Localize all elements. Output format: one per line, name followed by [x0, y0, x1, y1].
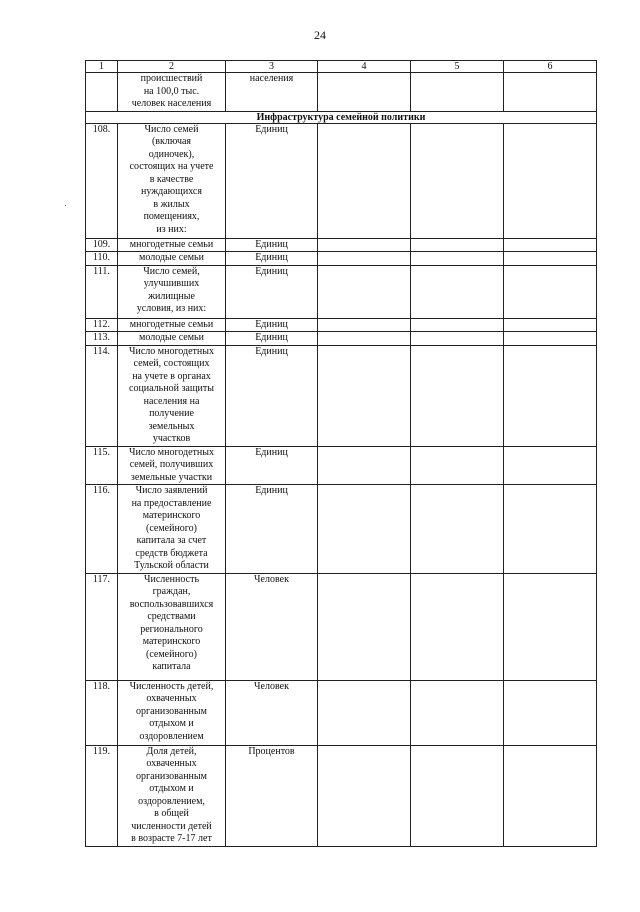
row-indicator: Численность детей, охваченных организованным отдыхом и оздоровлением [118, 680, 226, 745]
table-row [86, 745, 597, 846]
table-row [86, 573, 597, 680]
carryover-num-cell [86, 73, 118, 112]
row-indicator: Число многодетных семей, состоящих на учете в органах социальной защиты населения на получение земельных участков [118, 345, 226, 446]
carryover-unit-cell: населения [226, 73, 318, 112]
empty-cell [504, 265, 597, 318]
empty-cell [504, 680, 597, 745]
table-row [86, 332, 597, 346]
column-header: 5 [411, 61, 504, 73]
row-indicator: многодетные семьи [118, 238, 226, 252]
page-number: 24 [314, 28, 326, 42]
empty-cell [411, 238, 504, 252]
row-number: 116. [86, 485, 118, 574]
empty-cell [504, 123, 597, 238]
row-unit: Единиц [226, 446, 318, 485]
empty-cell [411, 265, 504, 318]
section-title: Инфраструктура семейной политики [86, 111, 597, 123]
empty-cell [411, 745, 504, 846]
row-indicator: Доля детей, охваченных организованным отдыхом и оздоровлением, в общей численности детей в возрасте 7-17 лет [118, 745, 226, 846]
empty-cell [411, 123, 504, 238]
table-row [86, 238, 597, 252]
empty-cell [318, 123, 411, 238]
table-body [86, 61, 597, 847]
empty-cell [504, 345, 597, 446]
row-indicator: Число заявлений на предоставление материнского (семейного) капитала за счет средств бюджета Тульской области [118, 485, 226, 574]
column-header: 2 [118, 61, 226, 73]
row-unit: Человек [226, 573, 318, 680]
column-header: 1 [86, 61, 118, 73]
empty-cell [411, 332, 504, 346]
column-header: 4 [318, 61, 411, 73]
row-unit: Единиц [226, 318, 318, 332]
table-row [86, 680, 597, 745]
row-unit: Человек [226, 680, 318, 745]
empty-cell [318, 265, 411, 318]
indicators-table [85, 60, 597, 847]
row-unit: Единиц [226, 332, 318, 346]
empty-cell [504, 252, 597, 266]
empty-cell [411, 573, 504, 680]
row-number: 108. [86, 123, 118, 238]
row-unit: Единиц [226, 265, 318, 318]
empty-cell [504, 485, 597, 574]
empty-cell [411, 485, 504, 574]
empty-cell [318, 680, 411, 745]
empty-cell [318, 238, 411, 252]
row-number: 114. [86, 345, 118, 446]
empty-cell [318, 573, 411, 680]
empty-cell [411, 345, 504, 446]
row-number: 119. [86, 745, 118, 846]
row-number: 109. [86, 238, 118, 252]
empty-cell [411, 73, 504, 112]
empty-cell [318, 446, 411, 485]
empty-cell [504, 238, 597, 252]
section-row [86, 111, 597, 123]
scan-speck [65, 205, 66, 206]
table-row [86, 252, 597, 266]
row-unit: Единиц [226, 238, 318, 252]
row-unit: Процентов [226, 745, 318, 846]
empty-cell [411, 446, 504, 485]
empty-cell [318, 73, 411, 112]
row-number: 112. [86, 318, 118, 332]
empty-cell [318, 332, 411, 346]
empty-cell [318, 318, 411, 332]
empty-cell [411, 318, 504, 332]
row-indicator: Число семей (включая одиночек), состоящих на учете в качестве нуждающихся в жилых помещениях, из них: [118, 123, 226, 238]
empty-cell [504, 318, 597, 332]
empty-cell [504, 446, 597, 485]
carryover-indicator-cell: происшествий на 100,0 тыс. человек населения [118, 73, 226, 112]
row-number: 117. [86, 573, 118, 680]
row-number: 115. [86, 446, 118, 485]
carryover-row [86, 73, 597, 112]
empty-cell [318, 485, 411, 574]
row-indicator: молодые семьи [118, 252, 226, 266]
empty-cell [318, 745, 411, 846]
empty-cell [504, 73, 597, 112]
row-indicator: Численность граждан, воспользовавшихся средствами регионального материнского (семейного) капитала [118, 573, 226, 680]
row-indicator: многодетные семьи [118, 318, 226, 332]
row-number: 113. [86, 332, 118, 346]
empty-cell [504, 573, 597, 680]
empty-cell [504, 745, 597, 846]
row-number: 110. [86, 252, 118, 266]
row-indicator: Число многодетных семей, получивших земельные участки [118, 446, 226, 485]
row-unit: Единиц [226, 345, 318, 446]
table-row [86, 485, 597, 574]
row-indicator: молодые семьи [118, 332, 226, 346]
table-row [86, 123, 597, 238]
table-row [86, 345, 597, 446]
row-number: 118. [86, 680, 118, 745]
column-number-row [86, 61, 597, 73]
row-unit: Единиц [226, 123, 318, 238]
row-unit: Единиц [226, 252, 318, 266]
empty-cell [318, 345, 411, 446]
table-row [86, 318, 597, 332]
row-number: 111. [86, 265, 118, 318]
table-row [86, 446, 597, 485]
column-header: 3 [226, 61, 318, 73]
table-row [86, 265, 597, 318]
empty-cell [411, 680, 504, 745]
empty-cell [504, 332, 597, 346]
row-unit: Единиц [226, 485, 318, 574]
empty-cell [318, 252, 411, 266]
empty-cell [411, 252, 504, 266]
row-indicator: Число семей, улучшивших жилищные условия, из них: [118, 265, 226, 318]
column-header: 6 [504, 61, 597, 73]
